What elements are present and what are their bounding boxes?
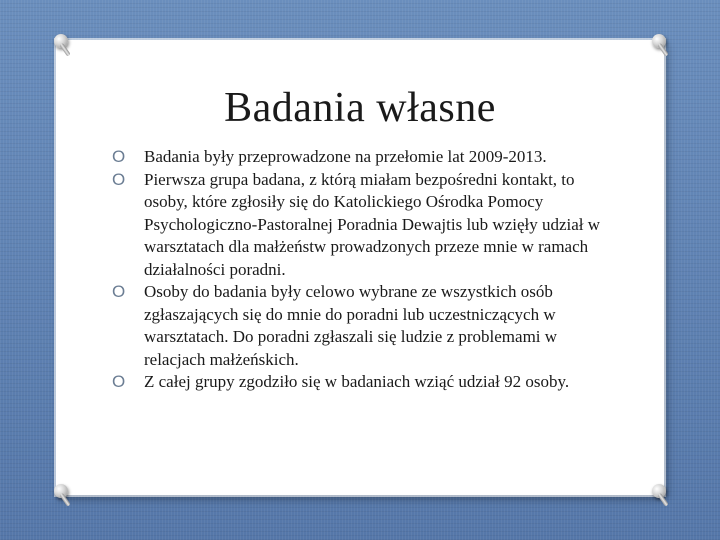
slide-title: Badania własne	[224, 85, 496, 131]
bullet-text: Osoby do badania były celowo wybrane ze wszystkich osób zgłaszających się do mnie do poradni lub uczestniczących w warsztatach. Do poradni zgłaszali się ludzie z problemami w relacjach małżeńskich.	[144, 282, 558, 369]
pin-icon	[652, 484, 666, 498]
bullet-text: Pierwsza grupa badana, z którą miałam bezpośredni kontakt, to osoby, które zgłosiły się do Katolickiego Ośrodka Pomocy Psychologiczno-Pastoralnej Poradnia Dewajtis lub wzięły udział w warsztatach dla małżeństw prowadzonych przeze mnie w ramach działalności poradni.	[144, 169, 601, 279]
pin-icon	[54, 484, 68, 498]
pin-icon	[54, 34, 68, 48]
bullet-list	[112, 146, 612, 394]
pin-icon	[652, 34, 666, 48]
bullet-marker-icon: O	[112, 282, 126, 301]
bullet-item	[112, 371, 612, 394]
bullet-text: Z całej grupy zgodziło się w badaniach wziąć udział 92 osoby.	[144, 372, 570, 391]
bullet-item	[112, 169, 612, 282]
bullet-text: Badania były przeprowadzone na przełomie lat 2009-2013.	[144, 147, 547, 166]
bullet-marker-icon: O	[112, 147, 126, 166]
bullet-item	[112, 146, 612, 169]
bullet-item	[112, 281, 612, 371]
bullet-marker-icon: O	[112, 169, 126, 189]
bullet-marker-icon: O	[112, 372, 126, 391]
